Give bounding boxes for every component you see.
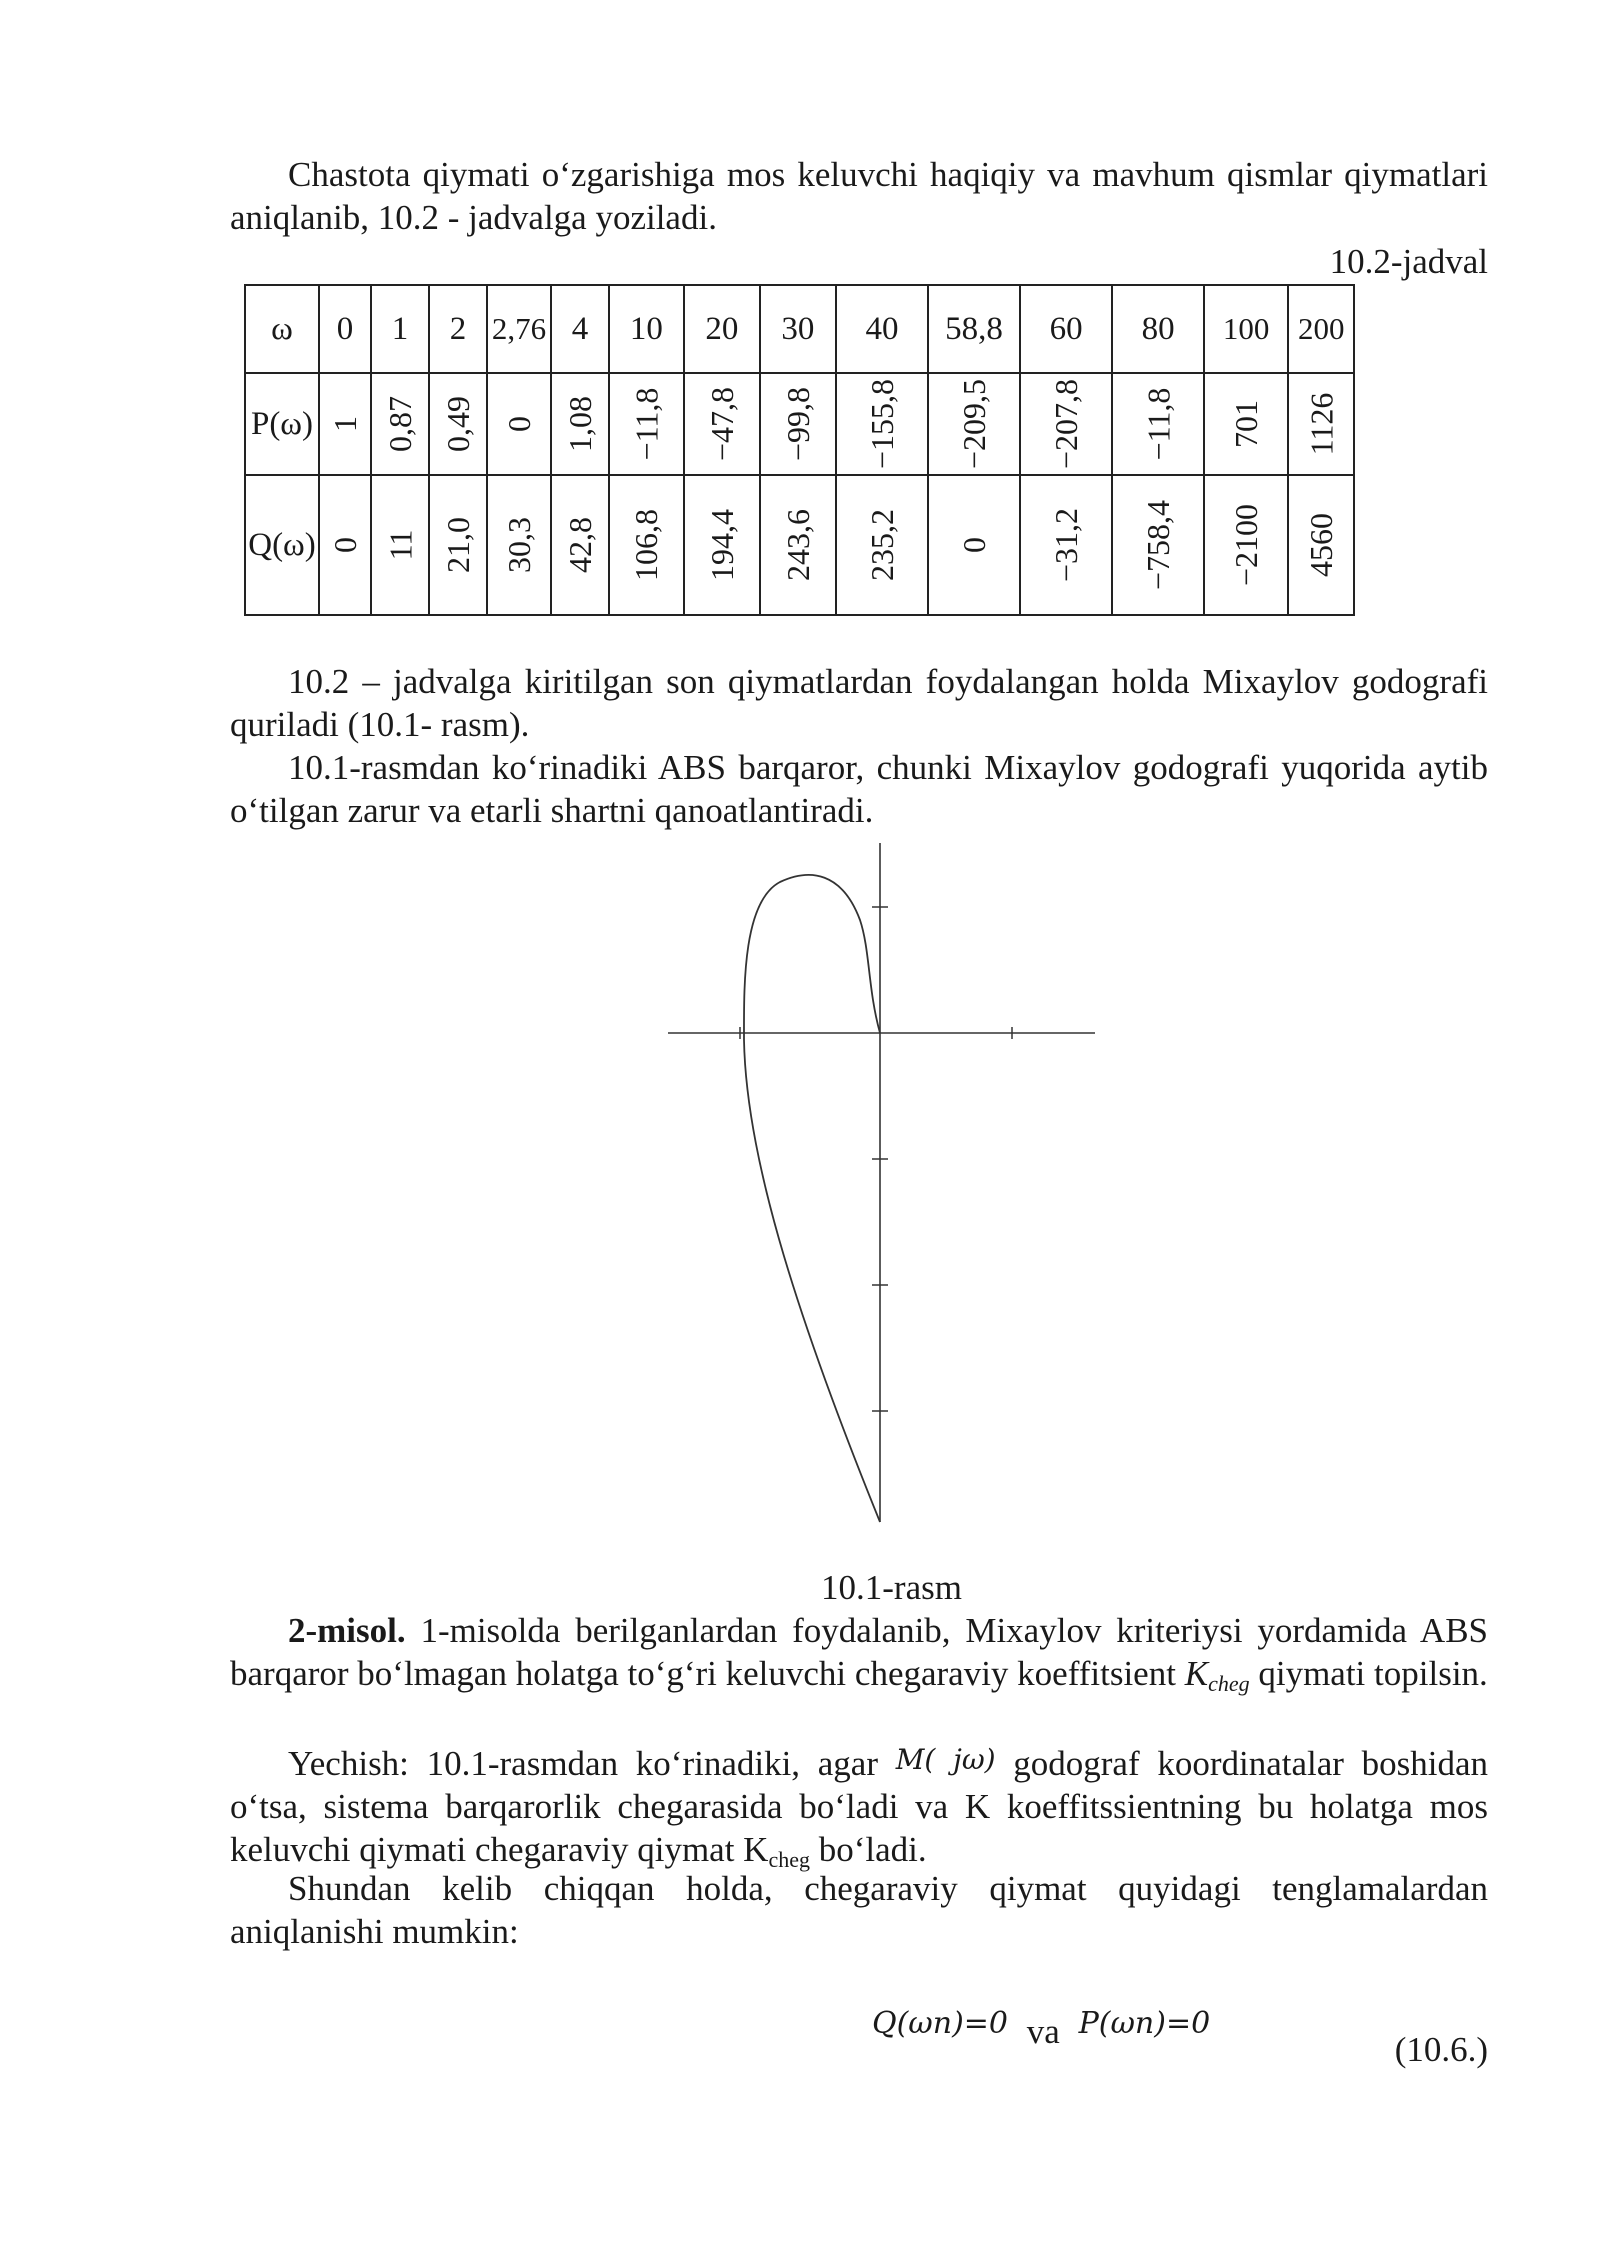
omega-cell: 30 — [760, 285, 836, 373]
q-cell: 0 — [319, 475, 371, 615]
p-cell: −47,8 — [684, 373, 760, 475]
p-cell: −209,5 — [928, 373, 1020, 475]
omega-cell: 2 — [429, 285, 487, 373]
solution-end: bo‘ladi. — [818, 1830, 927, 1869]
intro-paragraph: Chastota qiymati o‘zgarishiga mos keluvchi haqiqiy va mavhum qismlar qiymatlari aniqlanib, 10.2 - jadvalga yoziladi. — [230, 155, 1488, 237]
p-cell: 1 — [319, 373, 371, 475]
p-cell: 701 — [1204, 373, 1288, 475]
solution-start: Yechish: 10.1-rasmdan ko‘rinadiki, agar — [288, 1744, 878, 1783]
omega-cell: 2,76 — [487, 285, 551, 373]
omega-cell: 60 — [1020, 285, 1112, 373]
p-cell: −99,8 — [760, 373, 836, 475]
p-cell: 1126 — [1288, 373, 1354, 475]
hodograph-curve — [744, 875, 880, 1522]
q-header: Q(ω) — [245, 475, 319, 615]
q-cell: 106,8 — [609, 475, 684, 615]
omega-cell: 1 — [371, 285, 429, 373]
omega-cell: 58,8 — [928, 285, 1020, 373]
p-header: P(ω) — [245, 373, 319, 475]
p-cell: 0,49 — [429, 373, 487, 475]
example-paragraph — [230, 1609, 1488, 1705]
k-symbol: $K_{cheg}$ — [1184, 1654, 1250, 1696]
q-cell: −758,4 — [1112, 475, 1204, 615]
figure-caption: 10.1-rasm — [821, 1568, 962, 1607]
solution-middle: godograf koordinatalar boshidan o‘tsa, sistema barqarorlik chegarasida bo‘ladi va K koeffitssientning bu holatga mos keluvchi qiymati chegaraviy qiymat K — [230, 1744, 1488, 1869]
q-cell: 21,0 — [429, 475, 487, 615]
table-caption: 10.2-jadval — [1329, 242, 1488, 281]
q-cell: 11 — [371, 475, 429, 615]
q-cell: −31,2 — [1020, 475, 1112, 615]
omega-cell: 4 — [551, 285, 609, 373]
p-cell: −207,8 — [1020, 373, 1112, 475]
omega-cell: 40 — [836, 285, 928, 373]
q-cell: 30,3 — [487, 475, 551, 615]
q-cell: 4560 — [1288, 475, 1354, 615]
equation-number: (10.6.) — [1394, 2030, 1488, 2069]
paragraph-stability: 10.1-rasmdan ko‘rinadiki ABS barqaror, chunki Mixaylov godografi yuqorida aytib o‘tilgan zarur va etarli shartni qanoatlantiradi. — [230, 748, 1488, 830]
omega-cell: 100 — [1204, 285, 1288, 373]
omega-cell: 80 — [1112, 285, 1204, 373]
p-cell: −11,8 — [1112, 373, 1204, 475]
p-cell: 0,87 — [371, 373, 429, 475]
equation-conjunction: va — [1026, 2012, 1060, 2051]
example-tail: qiymati topilsin. — [1258, 1654, 1488, 1693]
q-cell: 243,6 — [760, 475, 836, 615]
omega-cell: 20 — [684, 285, 760, 373]
omega-header: ω — [245, 285, 319, 373]
equation-left: Q(ωn)=0 — [872, 2006, 1009, 2041]
q-cell: −2100 — [1204, 475, 1288, 615]
equation-right: P(ωn)=0 — [1078, 2006, 1211, 2041]
q-cell: 235,2 — [836, 475, 928, 615]
omega-cell: 0 — [319, 285, 371, 373]
example-text: 1-misolda berilganlardan foydalanib, Mixaylov kriteriysi yordamida ABS barqaror bo‘lmagan holatga to‘g‘ri keluvchi chegaraviy koeffitsient — [230, 1611, 1488, 1693]
p-cell: −155,8 — [836, 373, 928, 475]
p-cell: 1,08 — [551, 373, 609, 475]
equation — [872, 2000, 1210, 2053]
equation-intro-paragraph: Shundan kelib chiqqan holda, chegaraviy qiymat quyidagi tenglamalardan aniqlanishi mumkin: — [230, 1869, 1488, 1951]
example-title: 2-misol. — [288, 1611, 406, 1650]
q-cell: 194,4 — [684, 475, 760, 615]
solution-paragraph — [230, 1738, 1488, 1881]
q-cell: 42,8 — [551, 475, 609, 615]
omega-cell: 10 — [609, 285, 684, 373]
k-cheg-subscript: cheg — [768, 1847, 810, 1872]
p-cell: −11,8 — [609, 373, 684, 475]
paragraph-godograf: 10.2 – jadvalga kiritilgan son qiymatlardan foydalangan holda Mixaylov godografi quriladi (10.1- rasm). — [230, 662, 1488, 744]
omega-cell: 200 — [1288, 285, 1354, 373]
m-jomega-expression: M( jω) — [895, 1743, 996, 1776]
p-cell: 0 — [487, 373, 551, 475]
q-cell: 0 — [928, 475, 1020, 615]
